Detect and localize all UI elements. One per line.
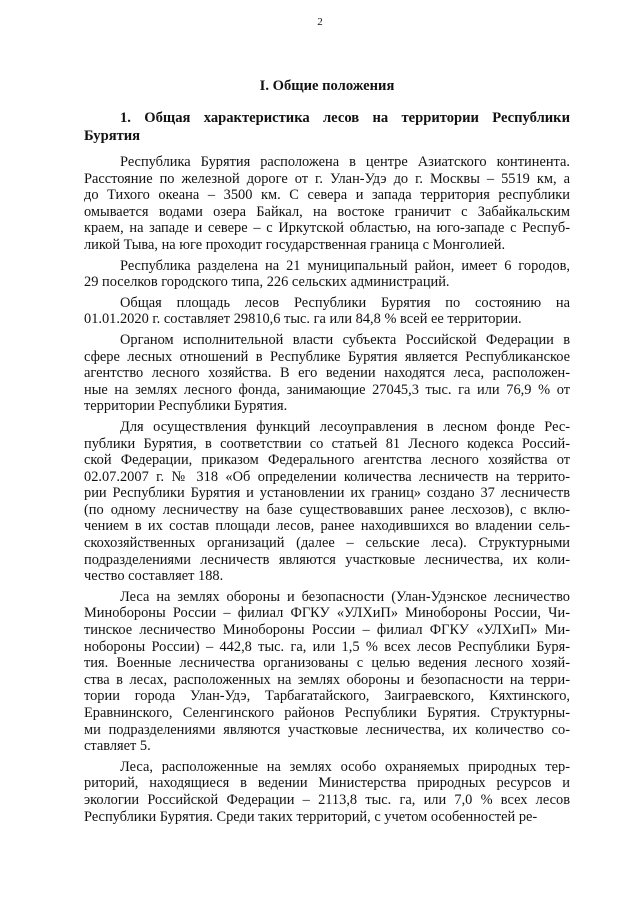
text-line: сфере лесных отношений в Республике Бурятия является Республиканское <box>84 348 570 365</box>
text-line: ставляет 5. <box>84 738 151 755</box>
text-line: ные на землях лесного фонда, занимающие 27045,3 тыс. га или 76,9 % от <box>84 381 570 398</box>
paragraph <box>84 295 570 328</box>
paragraph <box>84 154 570 254</box>
body-text <box>84 154 570 829</box>
text-line: 02.07.2007 г. № 318 «Об определении количества лесничеств на террито- <box>84 468 570 485</box>
paragraph <box>84 332 570 415</box>
text-line: территории Республики Бурятия. <box>84 398 288 415</box>
text-line: 29 поселков городского типа, 226 сельских администраций. <box>84 274 450 291</box>
text-line: чество составляет 188. <box>84 568 224 585</box>
text-line: ства в лесах, расположенных на землях обороны и безопасности на терри- <box>84 671 570 688</box>
text-line: рии Республики Бурятия и установлении их границ» создано 37 лесничеств <box>84 485 570 502</box>
text-line: омывается водами озера Байкал, на востоке граничит с Забайкальским <box>84 203 570 220</box>
text-line: (по одному лесничеству на базе существовавших ранее лесхозов), с вклю- <box>84 501 570 518</box>
text-line: краем, на западе и севере – с Иркутской областью, на юго-западе с Респуб- <box>84 220 570 237</box>
text-line: экологии Российской Федерации – 2113,8 тыс. га, или 7,0 % всех лесов <box>84 791 570 808</box>
text-line: тории города Улан-Удэ, Тарбагатайского, Заиграевского, Кяхтинского, <box>84 688 570 705</box>
text-line: ми подразделениями являются участковые лесничества, их количество со- <box>84 721 570 738</box>
text-line: чением в их состав площади лесов, ранее находившихся во владении сель- <box>84 518 570 535</box>
paragraph <box>84 759 570 825</box>
text-line: Общая площадь лесов Республики Бурятия по состоянию на <box>120 294 570 311</box>
text-line: Минобороны России – филиал ФГКУ «УЛХиП» Минобороны России, Чи- <box>84 605 570 622</box>
text-line: риторий, находящиеся в ведении Министерства природных ресурсов и <box>84 775 570 792</box>
text-line: ской Федерации, приказом Федерального агентства лесного хозяйства от <box>84 452 570 469</box>
text-line: Органом исполнительной власти субъекта Российской Федерации в <box>120 331 570 348</box>
paragraph <box>84 419 570 585</box>
text-line: Республики Бурятия. Среди таких территорий, с учетом особенностей ре- <box>84 808 538 825</box>
text-line: до Тихого океана – 3500 км. С севера и запада территория республики <box>84 187 570 204</box>
text-line: тия. Военные лесничества организованы с целью ведения лесного хозяй- <box>84 655 570 672</box>
text-line: Республика разделена на 21 муниципальный район, имеет 6 городов, <box>120 257 570 274</box>
subsection-title: 1. Общая характеристика лесов на территории Республики Бурятия <box>84 110 570 144</box>
section-title: I. Общие положения <box>259 78 395 94</box>
text-line: Республика Бурятия расположена в центре Азиатского континента. <box>120 154 570 170</box>
page-number: 2 <box>317 16 323 28</box>
text-line: скохозяйственных организаций (далее – сельские леса). Структурными <box>84 535 570 552</box>
text-line: нобороны России) – 442,8 тыс. га, или 1,5 % всех лесов Республики Буря- <box>84 638 570 655</box>
text-line: Расстояние по железной дороге от г. Улан-Удэ до г. Москвы – 5519 км, а <box>84 170 570 187</box>
text-line: тинское лесничество Минобороны России – филиал ФГКУ «УЛХиП» Ми- <box>84 622 570 639</box>
text-line: агентство лесного хозяйства. В его ведении находятся леса, расположен- <box>84 365 570 382</box>
text-line: 01.01.2020 г. составляет 29810,6 тыс. га или 84,8 % всей ее территории. <box>84 311 522 328</box>
text-line: подразделениями лесничеств являются участковые лесничества, их коли- <box>84 551 570 568</box>
text-line: ликой Тыва, на юге проходит государственная граница с Монголией. <box>84 236 506 253</box>
text-line: Леса, расположенные на землях особо охраняемых природных тер- <box>120 758 570 775</box>
text-line: публики Бурятия, в соответствии со статьей 81 Лесного кодекса Россий- <box>84 435 570 452</box>
text-line: Еравнинского, Селенгинского районов Республики Бурятия. Структурны- <box>84 705 570 721</box>
paragraph <box>84 258 570 291</box>
paragraph <box>84 589 570 755</box>
text-line: Для осуществления функций лесоуправления в лесном фонде Рес- <box>120 418 570 435</box>
text-line: Леса на землях обороны и безопасности (Улан-Удэнское лесничество <box>120 588 570 605</box>
